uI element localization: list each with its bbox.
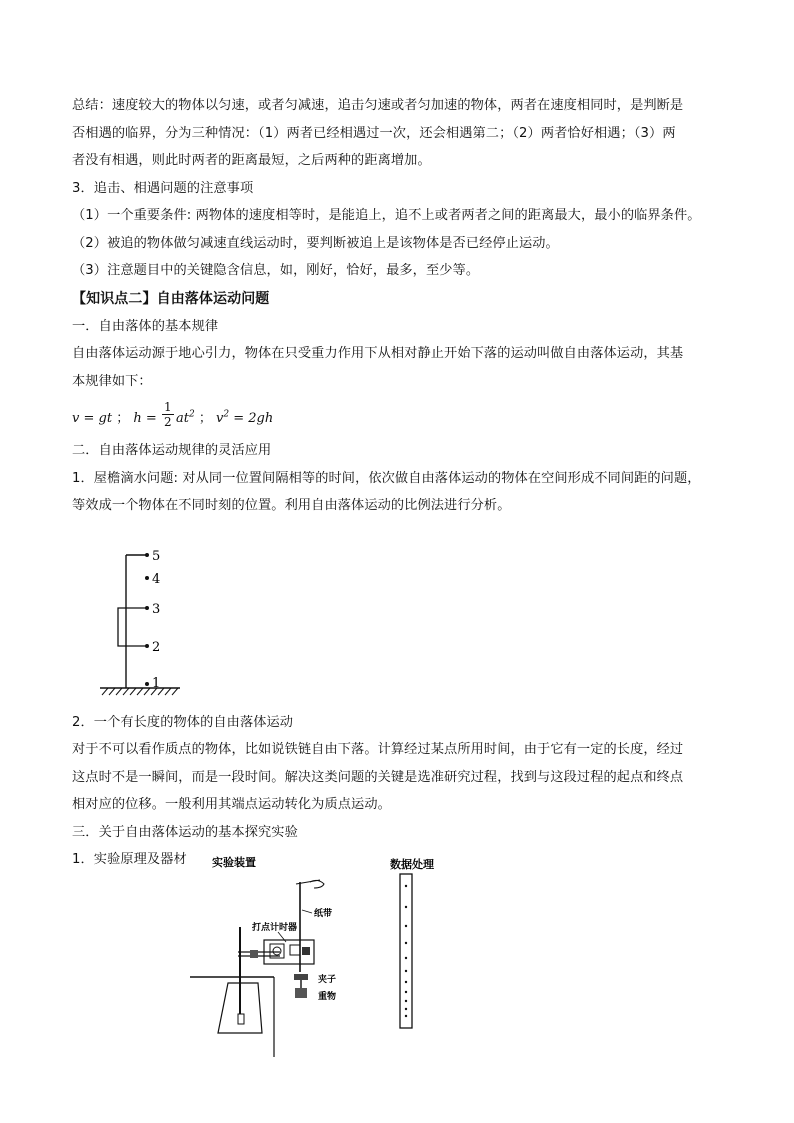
formula-v-squared: 2: [223, 409, 230, 420]
free-fall-formula: [72, 395, 724, 437]
drop-2: [145, 644, 149, 648]
formula-sep-1: ；: [116, 411, 130, 426]
note-1: （1）一个重要条件: 两物体的速度相等时，是能追上，追不上或者两者之间的距离最大，最小的临界条件。: [72, 208, 701, 223]
tape-dots: [405, 885, 407, 1017]
setup-title: 实验装置: [212, 856, 256, 869]
fraction-numerator: 1: [164, 400, 172, 414]
drip-problem-line-1: 1．屋檐滴水问题: 对从同一位置间隔相等的时间，依次做自由落体运动的物体在空间形成不同间距的问题，: [72, 470, 701, 486]
drip-diagram: [96, 545, 206, 703]
formula-fraction: [162, 400, 174, 429]
length-object-heading: 2．一个有长度的物体的自由落体运动: [72, 714, 294, 730]
basic-law-line-1: 自由落体运动源于地心引力，物体在只受重力作用下从相对静止开始下落的运动叫做自由落体运动，其基: [72, 346, 684, 361]
window-bracket: [118, 608, 126, 646]
base-block: [238, 1014, 244, 1024]
drip-problem-line-2: 等效成一个物体在不同时刻的位置。利用自由落体运动的比例法进行分析。: [72, 498, 511, 513]
timer-label: 打点计时器: [252, 923, 298, 933]
basic-law-line-2: 本规律如下：: [72, 373, 152, 389]
drop-label-5: 5: [152, 549, 161, 564]
data-tape: [400, 874, 412, 1028]
weight-label: 重物: [318, 992, 337, 1002]
summary-line-1: 总结：速度较大的物体以匀速，或者匀减速，追击匀速或者匀加速的物体，两者在速度相同时，是判断是: [72, 98, 684, 113]
clamp-knob: [250, 950, 258, 958]
clip-body: [294, 974, 308, 980]
drop-3: [145, 606, 149, 610]
clamp-label: 夹子: [318, 975, 337, 985]
section-1-heading: 一．自由落体的基本规律: [72, 318, 219, 334]
summary-line-3: 者没有相遇，则此时两者的距离最短，之后两种的距离增加。: [72, 153, 431, 168]
formula-h-left: h =: [133, 411, 157, 426]
length-object-line-1: 对于不可以看作质点的物体，比如说铁链自由下落。计算经过某点所用时间，由于它有一定的长度，经过: [72, 742, 684, 757]
section-3-heading: 三．关于自由落体运动的基本探究实验: [72, 824, 298, 840]
fraction-denominator: 2: [164, 415, 172, 429]
hand-icon: [310, 880, 324, 888]
note-3: （3）注意题目中的关键隐含信息，如，刚好，恰好，最多，至少等。: [72, 263, 480, 278]
note-2: （2）被追的物体做匀减速直线运动时，要判断被追上是该物体是否已经停止运动。: [72, 235, 559, 251]
experiment-figure: [190, 852, 460, 1057]
formula-v-gt: v = gt: [72, 411, 113, 426]
length-object-line-3: 相对应的位移。一般利用其端点运动转化为质点运动。: [72, 797, 391, 812]
section-heading-notes: 3．追击、相遇问题的注意事项: [72, 180, 254, 196]
tape-label: 纸带: [314, 909, 333, 919]
document-body: [72, 92, 724, 874]
experiment-principle-heading: 1．实验原理及器材: [72, 852, 187, 867]
formula-2gh: = 2gh: [229, 411, 274, 426]
section-2-heading: 二．自由落体运动规律的灵活应用: [72, 443, 272, 458]
length-object-line-2: 这点时不是一瞬间，而是一段时间。解决这类问题的关键是选准研究过程，找到与这段过程的起点和终点: [72, 769, 684, 785]
formula-sep-2: ；: [198, 411, 212, 426]
drop-label-2: 2: [152, 640, 161, 655]
weight-block: [295, 988, 307, 998]
drop-label-3: 3: [152, 602, 161, 617]
drop-label-4: 4: [152, 572, 161, 587]
formula-at: at: [176, 411, 189, 426]
drop-4: [145, 576, 149, 580]
formula-t-squared: 2: [188, 409, 195, 420]
data-title: 数据处理: [390, 858, 434, 871]
summary-line-2: 否相遇的临界，分为三种情况：（1）两者已经相遇过一次，还会相遇第二；（2）两者恰好相遇；（3）两: [72, 125, 676, 141]
drop-1: [145, 682, 149, 686]
ground-hatch: [102, 688, 178, 695]
formula-v2: v: [216, 411, 224, 426]
drop-label-1: 1: [152, 676, 161, 691]
drop-5: [145, 553, 149, 557]
knowledge-point-heading: 【知识点二】自由落体运动问题: [72, 290, 270, 307]
